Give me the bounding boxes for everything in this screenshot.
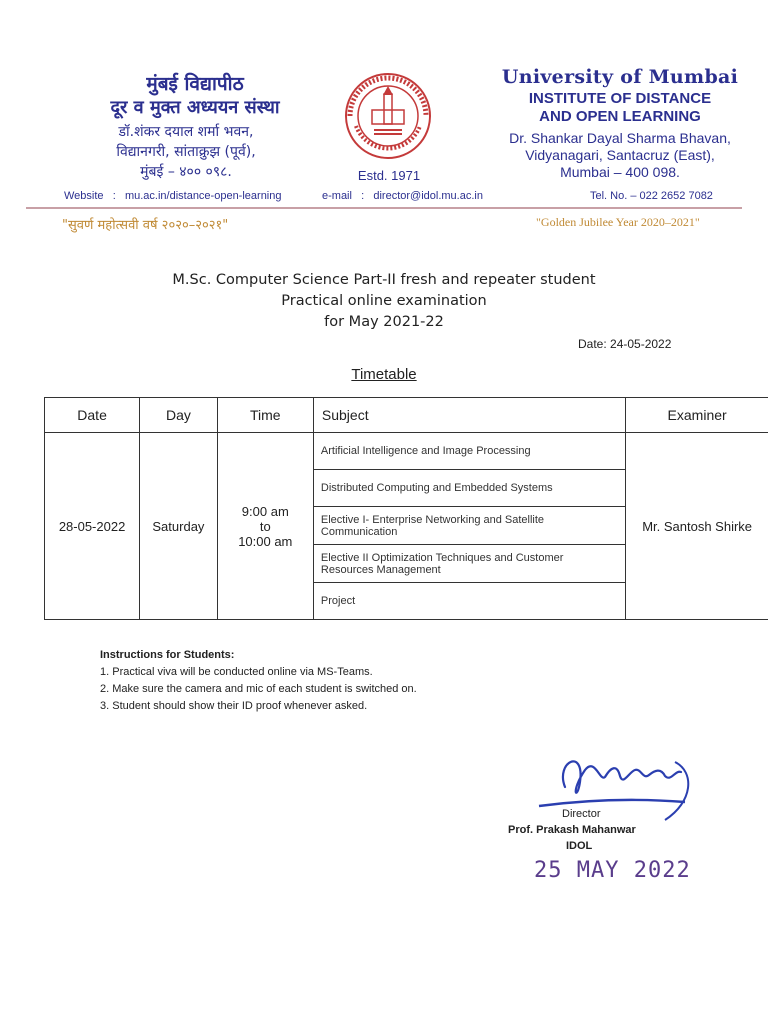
header-subject: Subject (313, 398, 625, 433)
instruction-item: 3. Student should show their ID proof whenever asked. (100, 700, 368, 712)
timetable-title: Timetable (351, 366, 417, 383)
instruction-item: 2. Make sure the camera and mic of each student is switched on. (100, 683, 417, 695)
time-end: 10:00 am (238, 533, 293, 549)
header-day: Day (140, 398, 218, 433)
time-to: to (259, 518, 271, 534)
hindi-institute-name: दूर व मुक्त अध्ययन संस्था (110, 97, 280, 118)
university-name: University of Mumbai (501, 66, 739, 88)
header-time: Time (217, 398, 313, 433)
signatory-org: IDOL (566, 840, 593, 852)
address-line: Mumbai – 400 098. (560, 164, 680, 180)
address-line: Vidyanagari, Santacruz (East), (525, 147, 715, 163)
email-label: e-mail (322, 190, 352, 202)
subject-item: Project (320, 595, 356, 607)
header-date: Date (45, 398, 140, 433)
institute-name-line: AND OPEN LEARNING (539, 108, 701, 125)
hindi-address (40, 122, 332, 182)
signatory-name: Prof. Prakash Mahanwar (508, 824, 636, 836)
heading-line: for May 2021-22 (324, 314, 444, 330)
subject-item: Elective II Optimization Techniques and Customer Resources Management (313, 545, 626, 583)
time-start: 9:00 am (241, 503, 289, 519)
timetable-table (44, 397, 768, 620)
university-seal-icon (344, 70, 432, 166)
table-header-row (45, 398, 768, 433)
hindi-university-name: मुंबई विद्यापीठ (146, 73, 244, 95)
header-divider (26, 207, 742, 209)
subject-item: Artificial Intelligence and Image Processing (313, 433, 626, 470)
english-address (494, 130, 746, 181)
instructions (100, 647, 520, 715)
issue-date: Date: 24-05-2022 (578, 337, 672, 351)
exam-day: Saturday (140, 433, 218, 620)
website-label: Website (64, 190, 104, 202)
address-line: Dr. Shankar Dayal Sharma Bhavan, (509, 130, 731, 146)
hindi-address-line: मुंबई – ४०० ०९८. (140, 164, 232, 180)
signatory-title: Director (562, 808, 601, 820)
website-link[interactable]: mu.ac.in/distance-open-learning (124, 190, 282, 202)
date-stamp: 25 MAY 2022 (534, 858, 691, 883)
signatory-block (486, 806, 716, 854)
english-header (494, 64, 746, 181)
jubilee-hindi: "सुवर्ण महोत्सवी वर्ष २०२०–२०२१" (62, 218, 229, 233)
instruction-item: 1. Practical viva will be conducted online via MS-Teams. (100, 666, 373, 678)
established-year: Estd. 1971 (357, 168, 421, 183)
exam-date: 28-05-2022 (45, 433, 140, 620)
institute-name-line: INSTITUTE OF DISTANCE (528, 90, 712, 107)
jubilee-english: "Golden Jubilee Year 2020–2021" (536, 215, 700, 229)
email-link[interactable]: director@idol.mu.ac.in (373, 190, 483, 202)
subject-item: Distributed Computing and Embedded Systems (313, 470, 626, 507)
hindi-address-line: विद्यानगरी, सांताक्रुझ (पूर्व), (116, 144, 256, 160)
hindi-header (110, 72, 280, 120)
hindi-address-line: डॉ.शंकर दयाल शर्मा भवन, (118, 124, 254, 140)
instructions-title: Instructions for Students: (100, 649, 235, 661)
email-info: e-mail : director@idol.mu.ac.in (322, 190, 483, 202)
subject-item: Elective I- Enterprise Networking and Satellite Communication (313, 507, 626, 545)
website-info: Website : mu.ac.in/distance-open-learning (64, 190, 282, 202)
examiner-name: Mr. Santosh Shirke (626, 433, 768, 620)
document-heading (120, 270, 648, 333)
header-examiner: Examiner (626, 398, 768, 433)
table-row (45, 433, 768, 620)
subject-list (313, 433, 625, 620)
heading-line: M.Sc. Computer Science Part-II fresh and repeater student (172, 272, 596, 288)
telephone-info: Tel. No. – 022 2652 7082 (590, 190, 713, 202)
exam-time (217, 433, 313, 620)
heading-line: Practical online examination (281, 293, 487, 309)
